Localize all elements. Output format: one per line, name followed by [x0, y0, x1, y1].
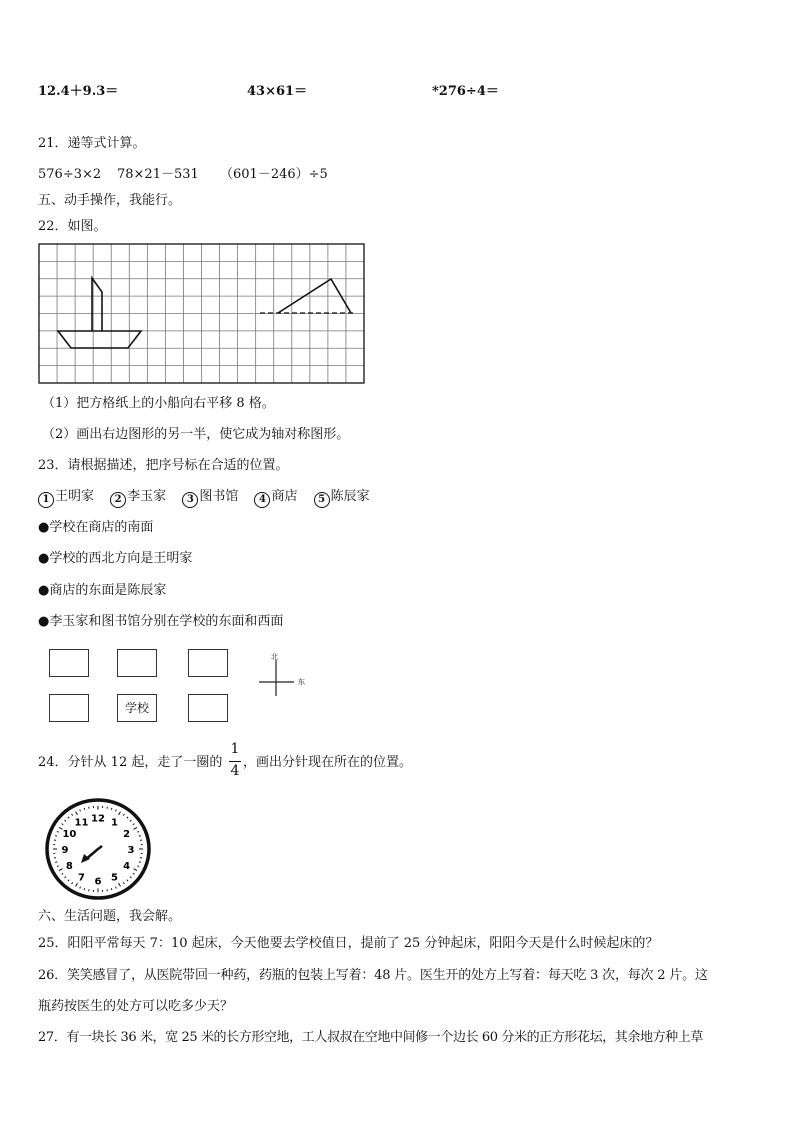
q21-title: 21．递等式计算。	[38, 136, 146, 151]
q21-item-1: 576÷3×2	[38, 167, 102, 182]
clock-number: 5	[111, 872, 118, 884]
calc-3: *276÷4＝	[432, 84, 499, 99]
clock-tick	[55, 862, 57, 863]
clock-number: 7	[78, 872, 85, 884]
fraction-bar	[229, 761, 241, 762]
q23-clue-2: ●学校的西北方向是王明家	[38, 551, 193, 566]
option-5	[314, 489, 370, 504]
q22-step-1: （1）把方格纸上的小船向右平移 8 格。	[42, 396, 275, 411]
q26-line-1: 26．笑笑感冒了，从医院带回一种药，药瓶的包装上写着：48 片。医生开的处方上写着：每天吃 3 次，每次 2 片。这	[38, 968, 708, 983]
compass-icon	[258, 652, 308, 698]
clock-number: 11	[74, 817, 89, 829]
option-5-number: 5	[314, 492, 330, 508]
option-4-label: 商店	[271, 489, 298, 504]
option-4	[254, 489, 297, 504]
location-box-top-left[interactable]	[49, 649, 89, 677]
calc-1: 12.4＋9.3＝	[38, 84, 119, 99]
clock-tick	[111, 888, 112, 890]
option-2-number: 2	[110, 492, 126, 508]
clock-tick	[55, 836, 57, 837]
option-1-number: 1	[38, 492, 54, 508]
clock-number: 10	[62, 829, 77, 841]
q23-options	[38, 489, 370, 508]
q23-title: 23．请根据描述，把序号标在合适的位置。	[38, 458, 289, 473]
school-box	[117, 694, 157, 722]
q22-title: 22．如图。	[38, 219, 107, 234]
clock-tick	[139, 862, 141, 863]
option-3-label: 图书馆	[199, 489, 239, 504]
calc-2: 43×61＝	[247, 84, 308, 99]
section-6-heading: 六、生活问题，我会解。	[38, 909, 182, 924]
q23-clue-4: ●李玉家和图书馆分别在学校的东面和西面	[38, 614, 284, 629]
fraction-denominator: 4	[230, 763, 240, 779]
boat-shape	[58, 278, 141, 348]
option-4-number: 4	[254, 492, 270, 508]
q25-text: 25．阳阳平常每天 7：10 起床，今天他要去学校值日，提前了 25 分钟起床，阳阳今天是什么时候起床的？	[38, 936, 659, 951]
option-2-label: 李玉家	[127, 489, 167, 504]
option-3-number: 3	[182, 492, 198, 508]
q21-item-2: 78×21－531	[117, 167, 199, 182]
clock-number: 1	[111, 817, 118, 829]
q27-text: 27．有一块长 36 米，宽 25 米的长方形空地，工人叔叔在空地中间修一个边长 60 分米的正方形花坛，其余地方种上草	[38, 1030, 703, 1045]
location-box-top-right[interactable]	[188, 649, 228, 677]
section-5-heading: 五、动手操作，我能行。	[38, 193, 182, 208]
clock-number: 6	[94, 876, 102, 888]
clock-number: 3	[127, 845, 135, 856]
q24-text-after: ，画出分针现在所在的位置。	[243, 755, 413, 770]
q23-clue-1: ●学校在商店的南面	[38, 520, 154, 535]
q26-line-2: 瓶药按医生的处方可以吃多少天？	[38, 999, 234, 1014]
option-5-label: 陈辰家	[330, 489, 370, 504]
clock-number: 4	[123, 860, 131, 872]
location-box-top-middle[interactable]	[117, 649, 157, 677]
q23-clue-3: ●商店的东面是陈辰家	[38, 583, 167, 598]
compass-north-label: 北	[271, 653, 278, 661]
clock-tick	[139, 836, 141, 837]
option-1	[38, 489, 94, 504]
clock-face[interactable]	[44, 797, 152, 901]
option-1-label: 王明家	[55, 489, 95, 504]
location-box-bottom-right[interactable]	[188, 694, 228, 722]
clock-number: 8	[65, 860, 73, 872]
clock-tick	[84, 808, 85, 810]
q21-item-3: （601－246）÷5	[220, 167, 328, 182]
option-3	[182, 489, 238, 504]
fraction-numerator: 1	[230, 741, 240, 757]
option-2	[110, 489, 166, 504]
location-box-bottom-left[interactable]	[49, 694, 89, 722]
q24-text-before: 24．分针从 12 起，走了一圈的	[38, 755, 223, 770]
school-label: 学校	[124, 701, 149, 715]
clock-tick	[111, 808, 112, 810]
clock-tick	[84, 888, 85, 890]
grid-figure	[38, 243, 366, 385]
q22-step-2: （2）画出右边图形的另一半，使它成为轴对称图形。	[42, 427, 350, 442]
clock-number: 12	[91, 813, 105, 825]
clock-number: 2	[123, 829, 131, 841]
compass-east-label: 东	[298, 678, 305, 686]
clock-number: 9	[61, 845, 69, 856]
